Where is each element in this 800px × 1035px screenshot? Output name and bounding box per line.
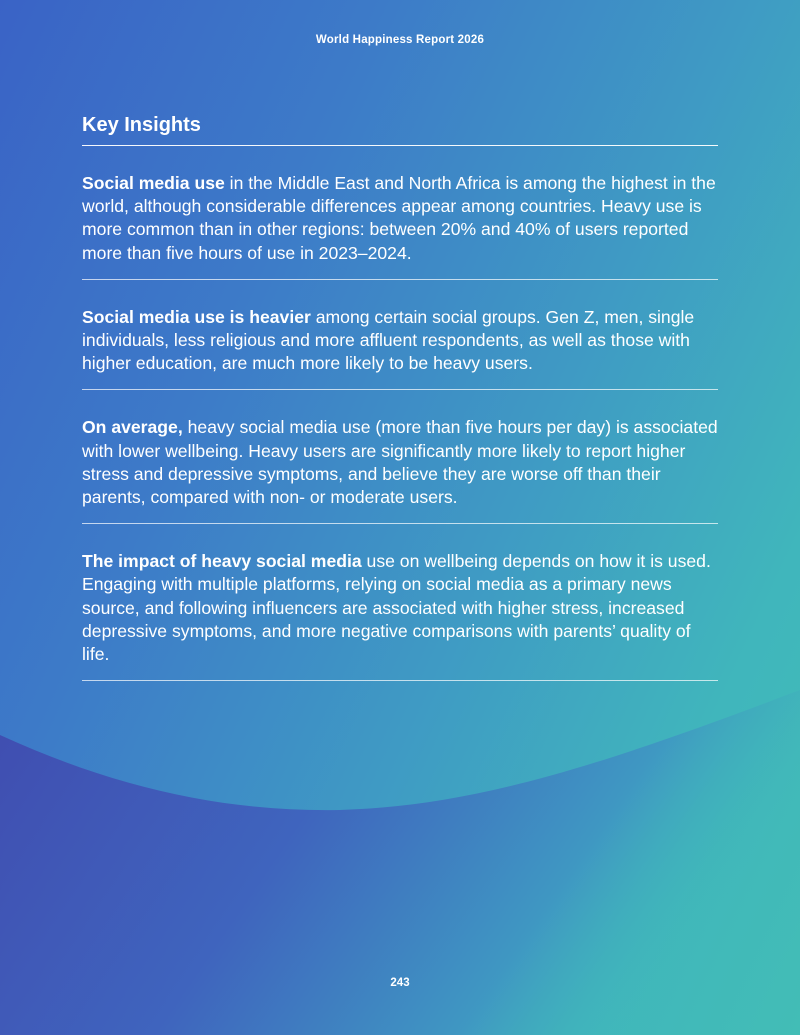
insight-paragraph-4 <box>82 524 718 681</box>
insight-lead: On average, <box>82 417 183 438</box>
insight-body: heavy social media use (more than five hours per day) is associated with lower wellbeing. Heavy users are significantly more likely to report higher stress and depressive symptoms, and believe they are worse off than their parents, compared with non- or moderate users. <box>82 417 718 508</box>
insight-lead: The impact of heavy social media <box>82 551 362 572</box>
insight-body: in the Middle East and North Africa is among the highest in the world, although considerable differences appear among countries. Heavy use is more common than in other regions: between 20% and 40% of users reported more than five hours of use in 2023–2024. <box>82 173 716 263</box>
key-insights-section <box>82 114 718 681</box>
insight-body: use on wellbeing depends on how it is used. Engaging with multiple platforms, relying on social media as a primary news source, and following influencers are associated with higher stress, increased depressive symptoms, and more negative comparisons with parents’ quality of life. <box>82 551 711 665</box>
insight-lead: Social media use <box>82 173 225 193</box>
insight-paragraph-1 <box>82 146 718 280</box>
report-header: World Happiness Report 2026 <box>315 34 485 46</box>
insight-paragraph-2 <box>82 280 718 391</box>
section-title: Key Insights <box>82 114 718 146</box>
insight-paragraph-3 <box>82 390 718 524</box>
insight-body: among certain social groups. Gen Z, men, single individuals, less religious and more affluent respondents, as well as those with higher education, are much more likely to be heavy users. <box>82 306 695 374</box>
insight-lead: Social media use is heavier <box>82 306 311 327</box>
page-number: 243 <box>390 977 410 989</box>
